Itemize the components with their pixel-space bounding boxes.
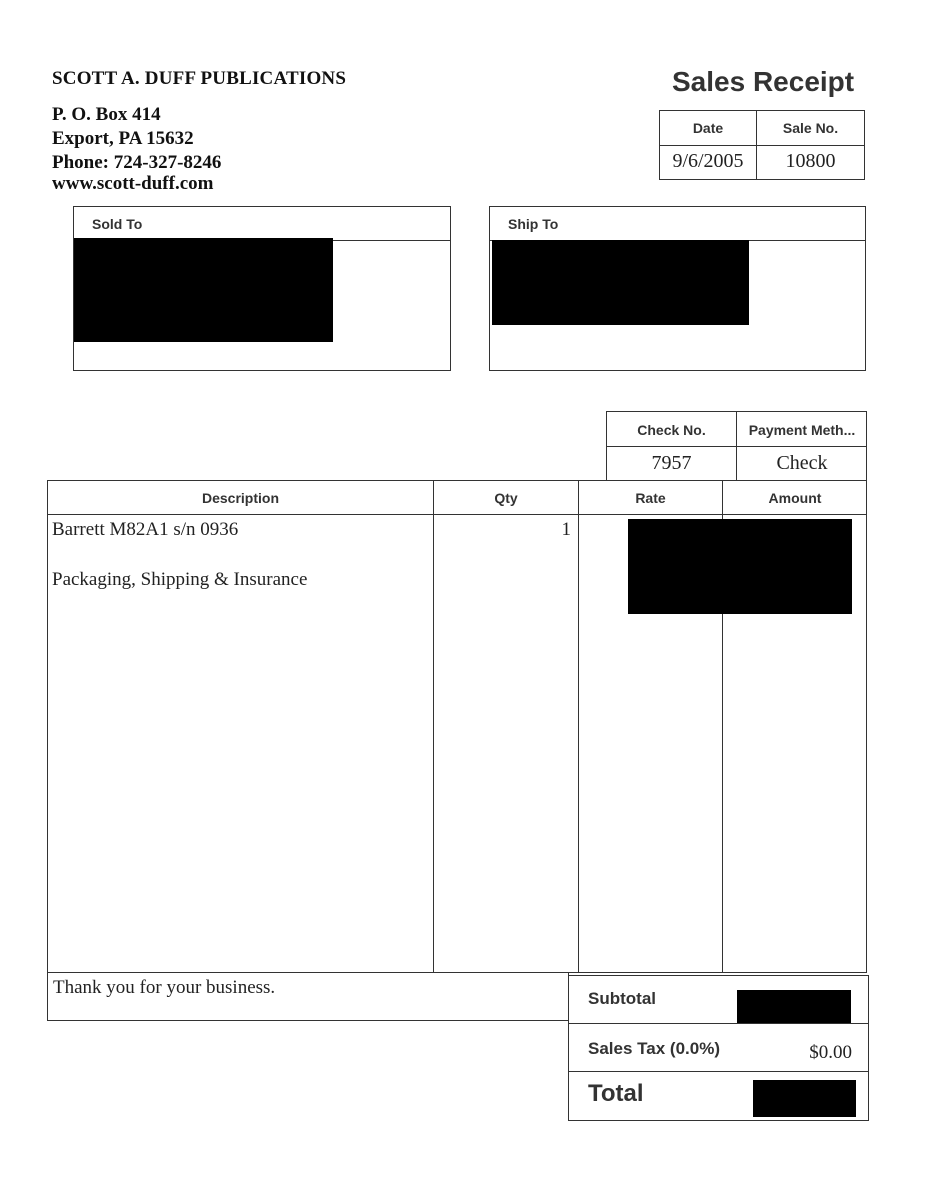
- sold-to-redaction: [74, 238, 333, 342]
- total-redaction: [753, 1080, 856, 1117]
- address-line-2: Export, PA 15632: [52, 128, 194, 149]
- sale-no-value: 10800: [785, 150, 836, 172]
- thank-you-message: Thank you for your business.: [53, 977, 276, 998]
- item-description: Barrett M82A1 s/n 0936: [52, 519, 239, 540]
- payment-method-value: Check: [776, 452, 828, 474]
- ship-to-redaction: [492, 240, 749, 325]
- ship-to-label: Ship To: [508, 216, 559, 232]
- col-description: Description: [201, 490, 279, 506]
- check-no-label: Check No.: [637, 422, 706, 438]
- sale-no-label: Sale No.: [782, 120, 839, 136]
- total-label: Total: [588, 1080, 644, 1107]
- sales-tax-value: $0.00: [809, 1042, 852, 1063]
- item-description: Packaging, Shipping & Insurance: [52, 569, 308, 590]
- company-name: SCOTT A. DUFF PUBLICATIONS: [52, 68, 347, 89]
- date-value: 9/6/2005: [672, 150, 744, 172]
- company-address: [52, 103, 221, 196]
- document-title: Sales Receipt: [672, 66, 855, 97]
- table-row: [52, 569, 307, 591]
- item-qty: 1: [561, 519, 571, 540]
- col-amount: Amount: [768, 490, 822, 506]
- col-qty: Qty: [494, 490, 518, 506]
- address-line-1: P. O. Box 414: [52, 104, 161, 125]
- check-no-value: 7957: [651, 452, 692, 474]
- table-row: [52, 519, 238, 541]
- sold-to-label: Sold To: [92, 216, 143, 232]
- payment-method-label: Payment Meth...: [748, 422, 856, 438]
- company-website: www.scott-duff.com: [52, 173, 214, 194]
- date-label: Date: [692, 120, 724, 136]
- rate-amount-redaction: [628, 519, 852, 614]
- col-rate: Rate: [635, 490, 666, 506]
- subtotal-label: Subtotal: [588, 989, 656, 1008]
- company-phone: Phone: 724-327-8246: [52, 152, 222, 173]
- sales-tax-label: Sales Tax (0.0%): [588, 1039, 720, 1058]
- subtotal-redaction: [737, 990, 851, 1023]
